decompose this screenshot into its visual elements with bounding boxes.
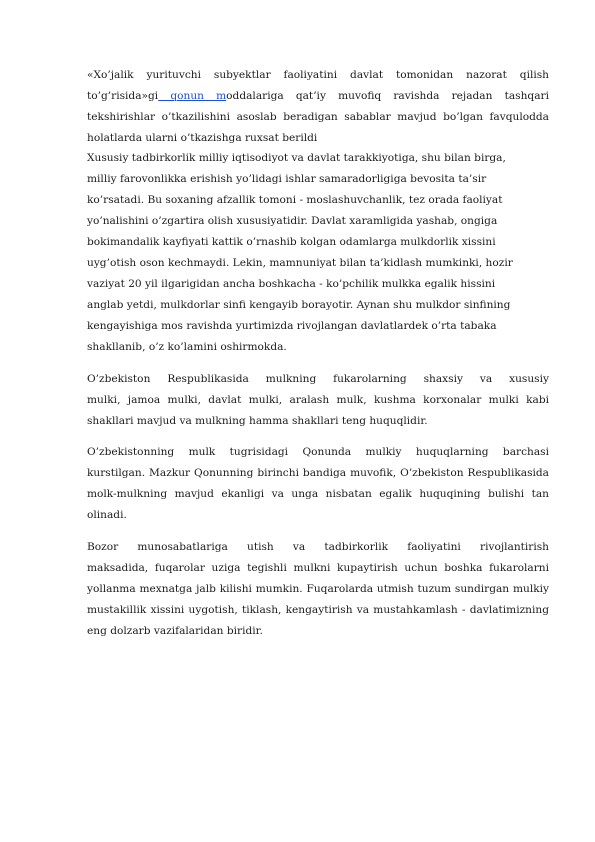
text-line: maksadida, fuqarolar uziga tegishli mulkni kupaytirish uchun boshka fukarolarni	[87, 562, 549, 574]
text-line: mulki, jamoa mulki, davlat mulki, aralash mulk, kushma korxonalar mulki kabi	[87, 394, 549, 406]
text-span: to’g’risida»gi	[87, 90, 159, 102]
text-line: tekshirishlar o’tkazilishini asoslab beradigan sabablar mavjud bo’lgan favqulodda	[87, 111, 549, 123]
text-line: yollanma mexnatga jalb kilishi mumkin. Fuqarolarda utmish tuzum sundirgan mulkiy	[87, 583, 549, 595]
text-line: kengayishiga mos ravishda yurtimizda rivojlangan davlatlardek o’rta tabaka	[87, 320, 497, 332]
text-line: O’zbekiston Respublikasida mulkning fukarolarning shaxsiy va xususiy	[87, 373, 549, 385]
text-line: Bozor munosabatlariga utish va tadbirkorlik faoliyatini rivojlantirish	[87, 541, 549, 553]
text-line: yo’nalishini o’zgartira olish xususiyatidir. Davlat xaramligida yashab, ongiga	[87, 215, 498, 227]
text-line: shakllanib, o’z ko’lamini oshirmokda.	[87, 341, 287, 353]
text-line: molk-mulkning mavjud ekanligi va unga nisbatan egalik huquqining bulishi tan	[87, 488, 549, 500]
text-line: mustakillik xissini uygotish, tiklash, kengaytirish va mustahkamlash - davlatimizning	[87, 604, 549, 616]
text-line: holatlarda ularni o’tkazishga ruxsat berildi	[87, 132, 318, 144]
text-line: bokimandalik kayfiyati kattik o’rnashib kolgan odamlarga mulkdorlik xissini	[87, 236, 496, 248]
text-line: shakllari mavjud va mulkning hamma shakllari teng huquqlidir.	[87, 415, 428, 427]
text-line: uyg’otish oson kechmaydi. Lekin, mamnuniyat bilan ta’kidlash mumkinki, hozir	[87, 257, 513, 269]
text-line: ko’rsatadi. Bu soxaning afzallik tomoni - moslashuvchanlik, tez orada faoliyat	[87, 194, 503, 206]
text-line: O’zbekistonning mulk tugrisidagi Qonunda mulkiy huquqlarning barchasi	[87, 446, 549, 458]
text-line	[87, 90, 549, 103]
text-line: eng dolzarb vazifalaridan biridir.	[87, 625, 263, 637]
text-span: oddalariga qat’iy muvofiq ravishda rejadan tashqari	[226, 90, 549, 102]
text-line: milliy farovonlikka erishish yo’lidagi ishlar samaradorligiga bevosita ta’sir	[87, 173, 487, 185]
text-line: anglab yetdi, mulkdorlar sinfi kengayib borayotir. Aynan shu mulkdor sinfining	[87, 299, 511, 311]
law-link[interactable]: qonun m	[158, 90, 227, 102]
text-line: kurstilgan. Mazkur Qonunning birinchi bandiga muvofik, O’zbekiston Respublikasida	[87, 467, 549, 479]
text-line: olinadi.	[87, 509, 127, 521]
text-line: «Xo’jalik yurituvchi subyektlar faoliyatini davlat tomonidan nazorat qilish	[87, 69, 549, 81]
text-line: vaziyat 20 yil ilgarigidan ancha boshkacha - ko’pchilik mulkka egalik hissini	[87, 278, 496, 290]
text-line: Xususiy tadbirkorlik milliy iqtisodiyot va davlat tarakkiyotiga, shu bilan birga,	[87, 152, 506, 164]
